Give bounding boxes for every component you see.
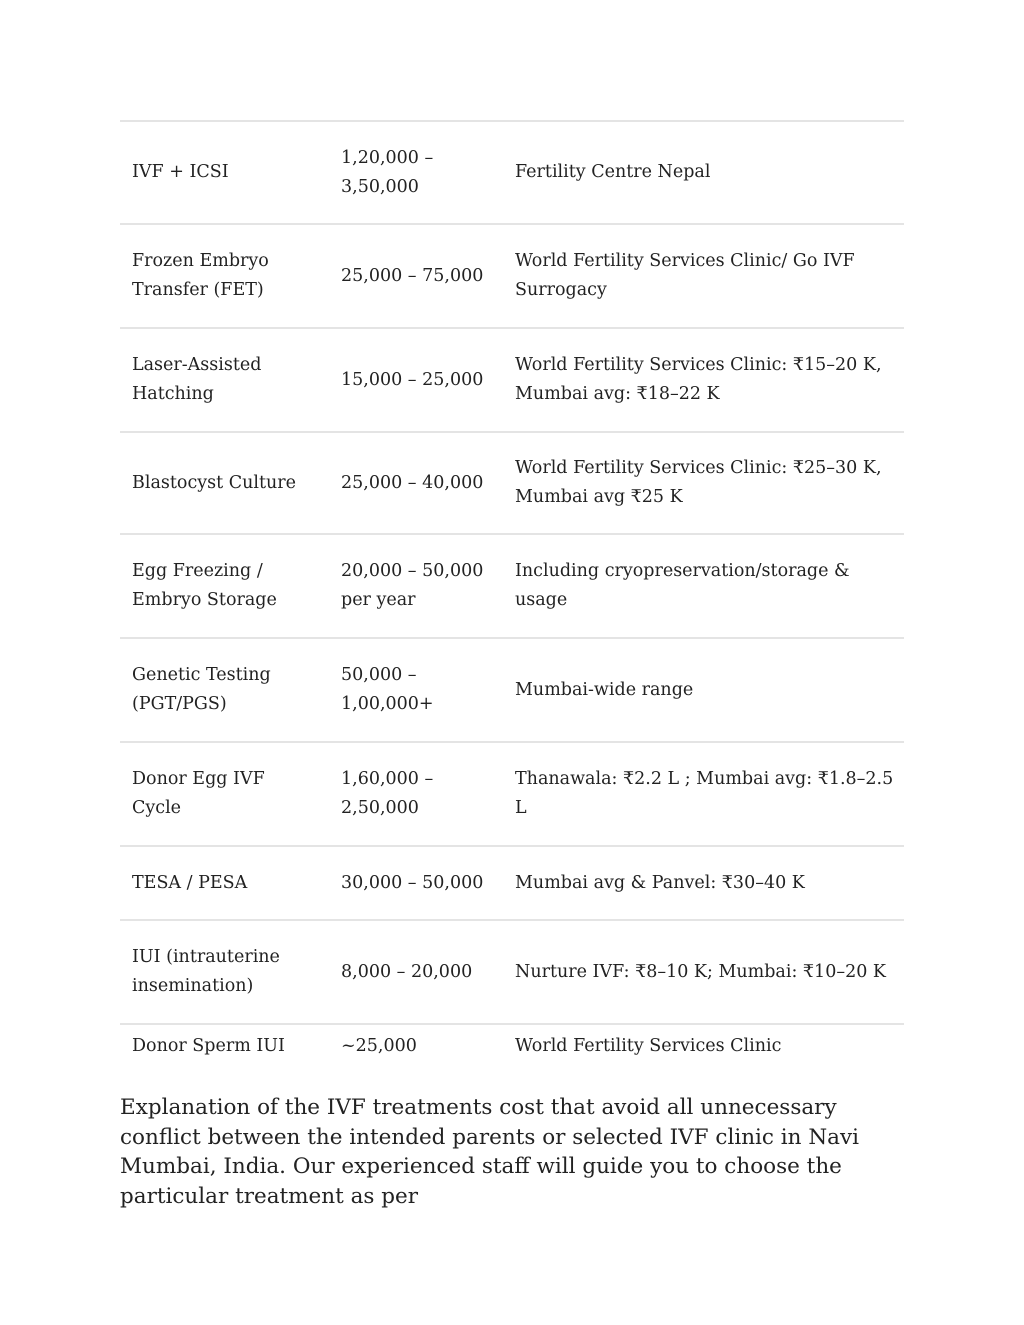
- cost-cell: 1,60,000 – 2,50,000: [341, 769, 434, 818]
- note-cell: Mumbai-wide range: [515, 679, 694, 700]
- treatment-cell: Frozen Embryo Transfer (FET): [132, 251, 269, 300]
- note-cell: Including cryopreservation/storage & usage: [515, 561, 850, 610]
- table-row: [120, 1025, 904, 1069]
- table-row: [120, 122, 904, 225]
- explanation-paragraph: Explanation of the IVF treatments cost that avoid all unnecessary conflict between the intended parents or selected IVF clinic in Navi Mumbai, India. Our experienced staff will guide you to choose the particular treatment as per: [120, 1095, 860, 1209]
- treatment-cell: Egg Freezing / Embryo Storage: [132, 561, 277, 610]
- treatment-cell: Blastocyst Culture: [132, 472, 296, 493]
- note-cell: World Fertility Services Clinic: ₹15–20 K, Mumbai avg: ₹18–22 K: [515, 355, 882, 404]
- table-row: [120, 225, 904, 329]
- table-row: [120, 847, 904, 921]
- cost-cell: 8,000 – 20,000: [341, 961, 473, 982]
- treatment-cell: Donor Egg IVF Cycle: [132, 769, 265, 818]
- note-cell: Nurture IVF: ₹8–10 K; Mumbai: ₹10–20 K: [515, 961, 886, 982]
- cost-cell: 15,000 – 25,000: [341, 369, 484, 390]
- cost-cell: 25,000 – 40,000: [341, 472, 484, 493]
- table-row: [120, 921, 904, 1025]
- cost-table: [120, 120, 904, 1069]
- treatment-cell: Genetic Testing (PGT/PGS): [132, 665, 271, 714]
- cost-cell: 1,20,000 – 3,50,000: [341, 147, 434, 197]
- cost-cell: 20,000 – 50,000 per year: [341, 561, 484, 610]
- treatment-cell: IVF + ICSI: [132, 162, 229, 182]
- table-row: [120, 743, 904, 847]
- table-row: [120, 639, 904, 743]
- treatment-cell: TESA / PESA: [132, 872, 248, 893]
- treatment-cell: Donor Sperm IUI: [132, 1036, 285, 1056]
- note-cell: Thanawala: ₹2.2 L ; Mumbai avg: ₹1.8–2.5 L: [515, 769, 894, 818]
- note-cell: Mumbai avg & Panvel: ₹30–40 K: [515, 872, 805, 893]
- cost-cell: 25,000 – 75,000: [341, 265, 484, 286]
- cost-cell: ~25,000: [341, 1036, 417, 1056]
- note-cell: World Fertility Services Clinic/ Go IVF Surrogacy: [515, 251, 855, 300]
- table-row: [120, 329, 904, 433]
- treatment-cell: IUI (intrauterine insemination): [132, 947, 280, 996]
- note-cell: World Fertility Services Clinic: [515, 1036, 782, 1056]
- table-row: [120, 535, 904, 639]
- cost-cell: 30,000 – 50,000: [341, 872, 484, 893]
- note-cell: Fertility Centre Nepal: [515, 162, 711, 182]
- cost-cell: 50,000 – 1,00,000+: [341, 665, 434, 714]
- note-cell: World Fertility Services Clinic: ₹25–30 K, Mumbai avg ₹25 K: [515, 458, 882, 507]
- treatment-cell: Laser-Assisted Hatching: [132, 355, 262, 404]
- table-row: [120, 433, 904, 535]
